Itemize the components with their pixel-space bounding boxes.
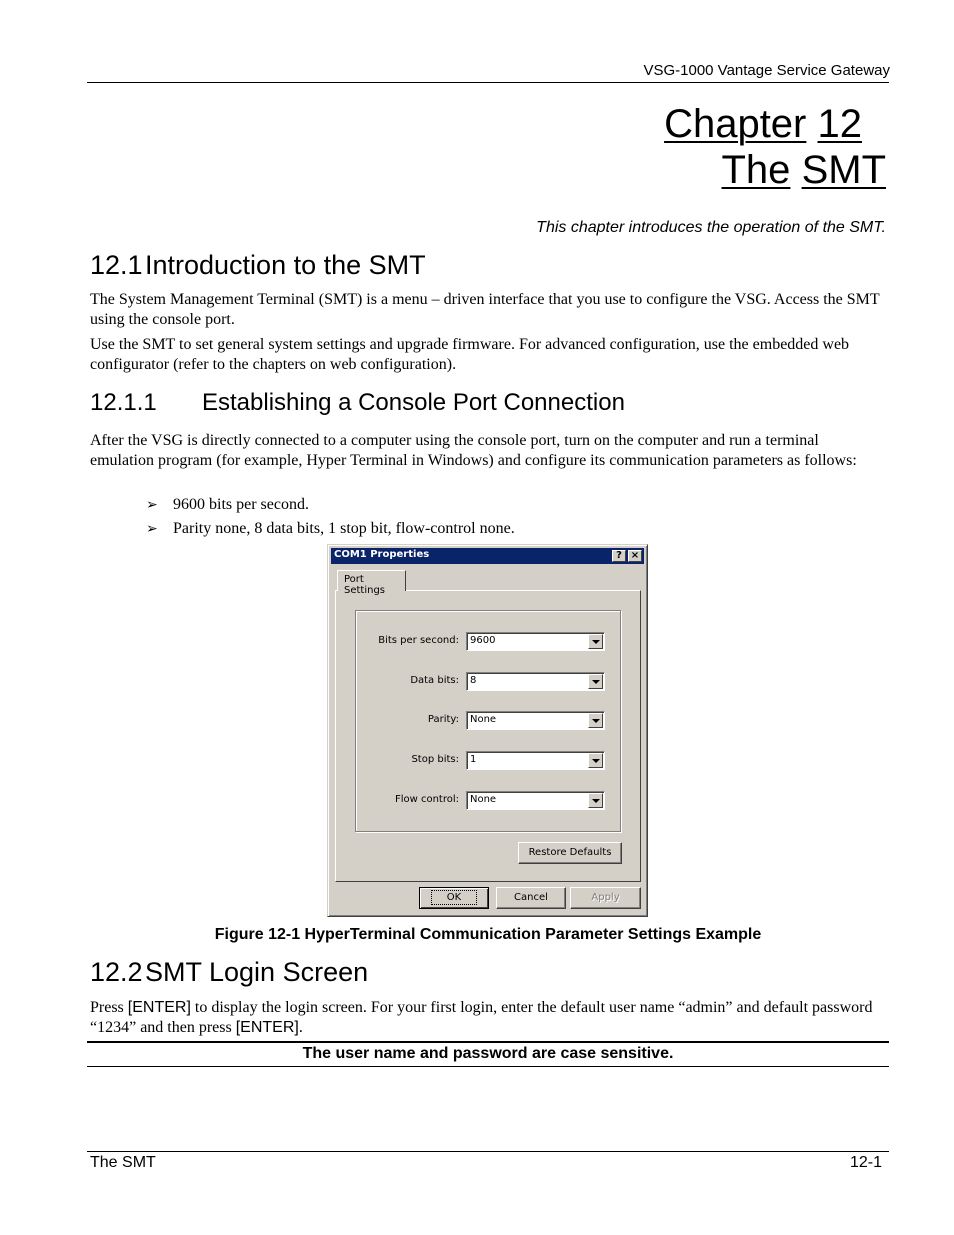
section-heading-12-1: [90, 250, 426, 281]
dialog-title: COM1 Properties: [334, 549, 430, 560]
paragraph: Use the SMT to set general system settings and upgrade firmware. For advanced configuration, use the embedded web configurator (refer to the chapters on web configuration).: [90, 336, 850, 373]
list-item: [146, 519, 515, 540]
bits-per-second-select[interactable]: [466, 632, 605, 651]
enter-key-text: [ENTER]: [127, 999, 191, 1016]
running-header: VSG-1000 Vantage Service Gateway: [643, 62, 890, 79]
section-number: 12.1: [90, 250, 143, 280]
text-run: Press: [90, 999, 128, 1016]
section-title: Introduction to the SMT: [145, 250, 426, 280]
section-heading-12-2: [90, 957, 368, 988]
parity-label: Parity:: [427, 714, 459, 725]
section-heading-12-1-1: [90, 389, 625, 417]
text-run: .: [298, 1019, 303, 1036]
note-top-rule: [87, 1041, 889, 1043]
section-number: 12.2: [90, 957, 143, 987]
data-bits-label: Data bits:: [410, 675, 459, 686]
note-text: The user name and password are case sensitive.: [302, 1045, 674, 1062]
stop-bits-label: Stop bits:: [411, 754, 459, 765]
bits-per-second-label: Bits per second:: [378, 635, 459, 646]
list-item-text: Parity none, 8 data bits, 1 stop bit, flow-control none.: [173, 520, 515, 537]
arrow-bullet-icon: ➢: [146, 498, 158, 513]
list-item: [146, 495, 309, 516]
chapter-word: Chapter: [664, 102, 807, 146]
chevron-down-icon[interactable]: [588, 753, 603, 768]
com1-properties-dialog: [327, 544, 648, 917]
chevron-down-icon[interactable]: [588, 713, 603, 728]
section-title: Establishing a Console Port Connection: [202, 389, 625, 416]
tab-port-settings[interactable]: [337, 570, 406, 596]
footer-chapter-name: The SMT: [90, 1154, 156, 1171]
select-value: 9600: [470, 635, 496, 646]
parity-select[interactable]: [466, 711, 605, 730]
flow-control-select[interactable]: [466, 791, 605, 810]
arrow-bullet-icon: ➢: [146, 522, 158, 537]
footer-rule: [87, 1151, 889, 1152]
enter-key-text: [ENTER]: [235, 1019, 299, 1036]
header-rule: [87, 82, 889, 83]
chevron-down-icon[interactable]: [588, 634, 603, 649]
chapter-subtitle: This chapter introduces the operation of the SMT.: [536, 219, 886, 236]
paragraph: [90, 998, 885, 1038]
select-value: 8: [470, 675, 477, 686]
tab-label: Port Settings: [344, 574, 386, 596]
paragraph: The System Management Terminal (SMT) is a menu – driven interface that you use to configure the VSG. Access the SMT using the console port.: [90, 291, 880, 328]
select-value: None: [470, 794, 497, 805]
chapter-title-line2: [722, 147, 887, 193]
help-button[interactable]: ?: [612, 550, 626, 562]
dialog-titlebar: [331, 548, 644, 564]
chapter-title-word: The: [721, 148, 791, 192]
ok-button-label: OK: [433, 892, 475, 903]
text-run: to display the login screen. For your first login, enter the default user name “admin” and default password “1234” and then press: [90, 999, 873, 1036]
port-settings-panel: [335, 590, 641, 882]
ok-button[interactable]: [419, 887, 489, 909]
close-button[interactable]: ×: [628, 550, 642, 562]
restore-defaults-button[interactable]: Restore Defaults: [518, 842, 622, 864]
flow-control-label: Flow control:: [394, 794, 459, 805]
list-item-text: 9600 bits per second.: [173, 496, 309, 513]
section-number: 12.1.1: [90, 389, 157, 416]
stop-bits-select[interactable]: [466, 751, 605, 770]
cancel-button[interactable]: Cancel: [496, 887, 566, 909]
figure-caption: Figure 12-1 HyperTerminal Communication Parameter Settings Example: [214, 926, 762, 943]
note-bottom-rule: [87, 1066, 889, 1067]
chapter-number: 12: [817, 102, 862, 146]
paragraph: After the VSG is directly connected to a computer using the console port, turn on the computer and run a terminal emulation program (for example, Hyper Terminal in Windows) and configure its communication parameters as follows:: [90, 432, 857, 469]
select-value: 1: [470, 754, 477, 765]
chapter-title-line1: [664, 101, 862, 147]
section-title: SMT Login Screen: [145, 957, 369, 987]
chapter-title-word: SMT: [801, 148, 886, 192]
apply-button[interactable]: Apply: [570, 887, 641, 909]
chevron-down-icon[interactable]: [588, 674, 603, 689]
page-number: 12-1: [849, 1154, 882, 1171]
chevron-down-icon[interactable]: [588, 793, 603, 808]
select-value: None: [470, 714, 497, 725]
data-bits-select[interactable]: [466, 672, 605, 691]
